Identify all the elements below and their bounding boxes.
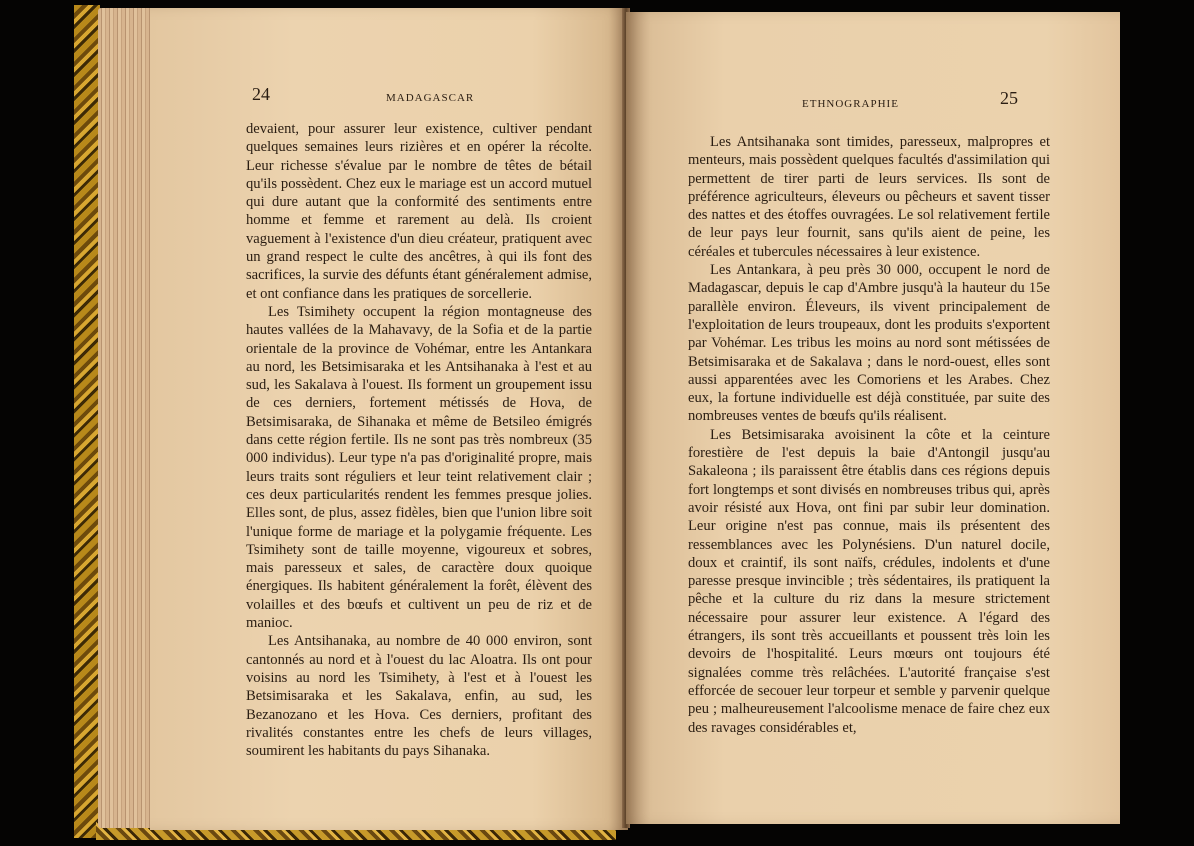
running-head: ETHNOGRAPHIE: [802, 98, 899, 110]
paragraph: Les Antankara, à peu près 30 000, occupent le nord de Madagascar, depuis le cap d'Ambre jusqu'à la hauteur du 15e parallèle environ. Éleveurs, ils vivent principalement de l'exploitation de leurs troupeaux, dont les produits s'exportent par Vohémar. Les tribus les moins au nord sont métissées de Betsimisaraka et de Sakalava ; dans le nord-ouest, elles sont aussi apparentées avec les Comoriens et les Arabes. Chez eux, la fortune individuelle est déjà constituée, par suite des nombreuses ventes de bœufs qu'ils réalisent.: [688, 262, 1050, 425]
page-number: 25: [1000, 88, 1018, 108]
body-text: [688, 133, 1050, 737]
paragraph: devaient, pour assurer leur existence, cultiver pendant quelques semaines leurs rizières et en opérer la récolte. Leur richesse s'évalue par le nombre de têtes de bétail qu'ils possèdent. Chez eux le mariage est un accord mutuel qui dure autant que la conformité des sentiments entre homme et femme et rarement au delà. Ils croient vaguement à l'existence d'un dieu créateur, pratiquent avec un grand respect le culte des ancêtres, à qui ils font des sacrifices, la survie des défunts étant généralement admise, et ont confiance dans les pratiques de sorcellerie.: [246, 121, 592, 302]
running-head: MADAGASCAR: [386, 92, 475, 104]
paragraph: Les Antsihanaka sont timides, paresseux, malpropres et menteurs, mais possèdent quelques facultés d'assimilation qui permettent de tirer parti de leurs services. Ils sont de préférence agriculteurs, éleveurs ou pêcheurs et savent tisser des nattes et des étoffes ouvragées. Le sol relativement fertile de leur pays leur fournit, sans qu'ils aient de peine, les céréales et tubercules nécessaires à leur existence.: [688, 134, 1050, 260]
body-text: [246, 120, 592, 760]
page-number: 24: [252, 84, 270, 104]
book-binding: [74, 5, 100, 838]
paragraph: Les Betsimisaraka avoisinent la côte et la ceinture forestière de l'est depuis la baie d'Antongil jusqu'au Sakaleona ; ils paraissent être établis dans ces régions depuis fort longtemps et sont divisés en nombreuses tribus qui, après avoir résisté aux Hova, ont fini par subir leur domination. Leur origine n'est pas connue, mais ils présentent des ressemblances avec les Polynésiens. D'un naturel docile, doux et craintif, ils sont naïfs, crédules, indolents et d'une paresse presque invincible ; très sédentaires, ils pratiquent la pêche et la culture du riz dans la mesure strictement nécessaire pour assurer leur existence. A l'égard des étrangers, ils sont très accueillants et poussent très loin les devoirs de l'hospitalité. Leurs mœurs ont toujours été signalées comme très relâchées. L'autorité française s'est efforcée de secouer leur torpeur et semble y parvenir quelque peu ; malheureusement l'alcoolisme menace de faire chez eux des ravages considérables et,: [688, 426, 1050, 736]
right-page: [626, 12, 1120, 824]
left-page: [150, 8, 628, 830]
paragraph: Les Antsihanaka, au nombre de 40 000 environ, sont cantonnés au nord et à l'ouest du lac Aloatra. Ils ont pour voisins au nord les Tsimihety, à l'est et à l'ouest les Betsimisaraka et les Sakalava, enfin, au sud, les Bezanozano et les Hova. Ces derniers, profitant des rivalités constantes entre les chefs de leurs villages, soumirent les habitants du pays Sihanaka.: [246, 633, 592, 760]
paragraph: Les Tsimihety occupent la région montagneuse des hautes vallées de la Mahavavy, de la Sofia et de la partie orientale de la province de Vohémar, entre les Antankara au nord, les Betsimisaraka et les Antsihanaka à l'est et au sud, les Sakalava à l'ouest. Ils forment un groupement issu de ces derniers, fortement métissés de Hova, de Betsimisaraka, de Sihanaka et même de Betsileo émigrés dans cette région fertile. Ils ne sont pas très nombreux (35 000 individus). Leur type n'a pas d'originalité propre, mais leurs traits sont réguliers et leur teint relativement clair ; ces deux particularités rendent les femmes presque jolies. Elles sont, de plus, assez fidèles, bien que l'union libre soit l'unique forme de mariage et la polygamie fréquente. Les Tsimihety sont de taille moyenne, vigoureux et sobres, mais paresseux et sales, de caractère doux quoique énergiques. Ils habitent généralement la forêt, élèvent des volailles et des bœufs et cultivent un peu de riz et de manioc.: [246, 303, 592, 632]
page-edges: [98, 8, 158, 828]
